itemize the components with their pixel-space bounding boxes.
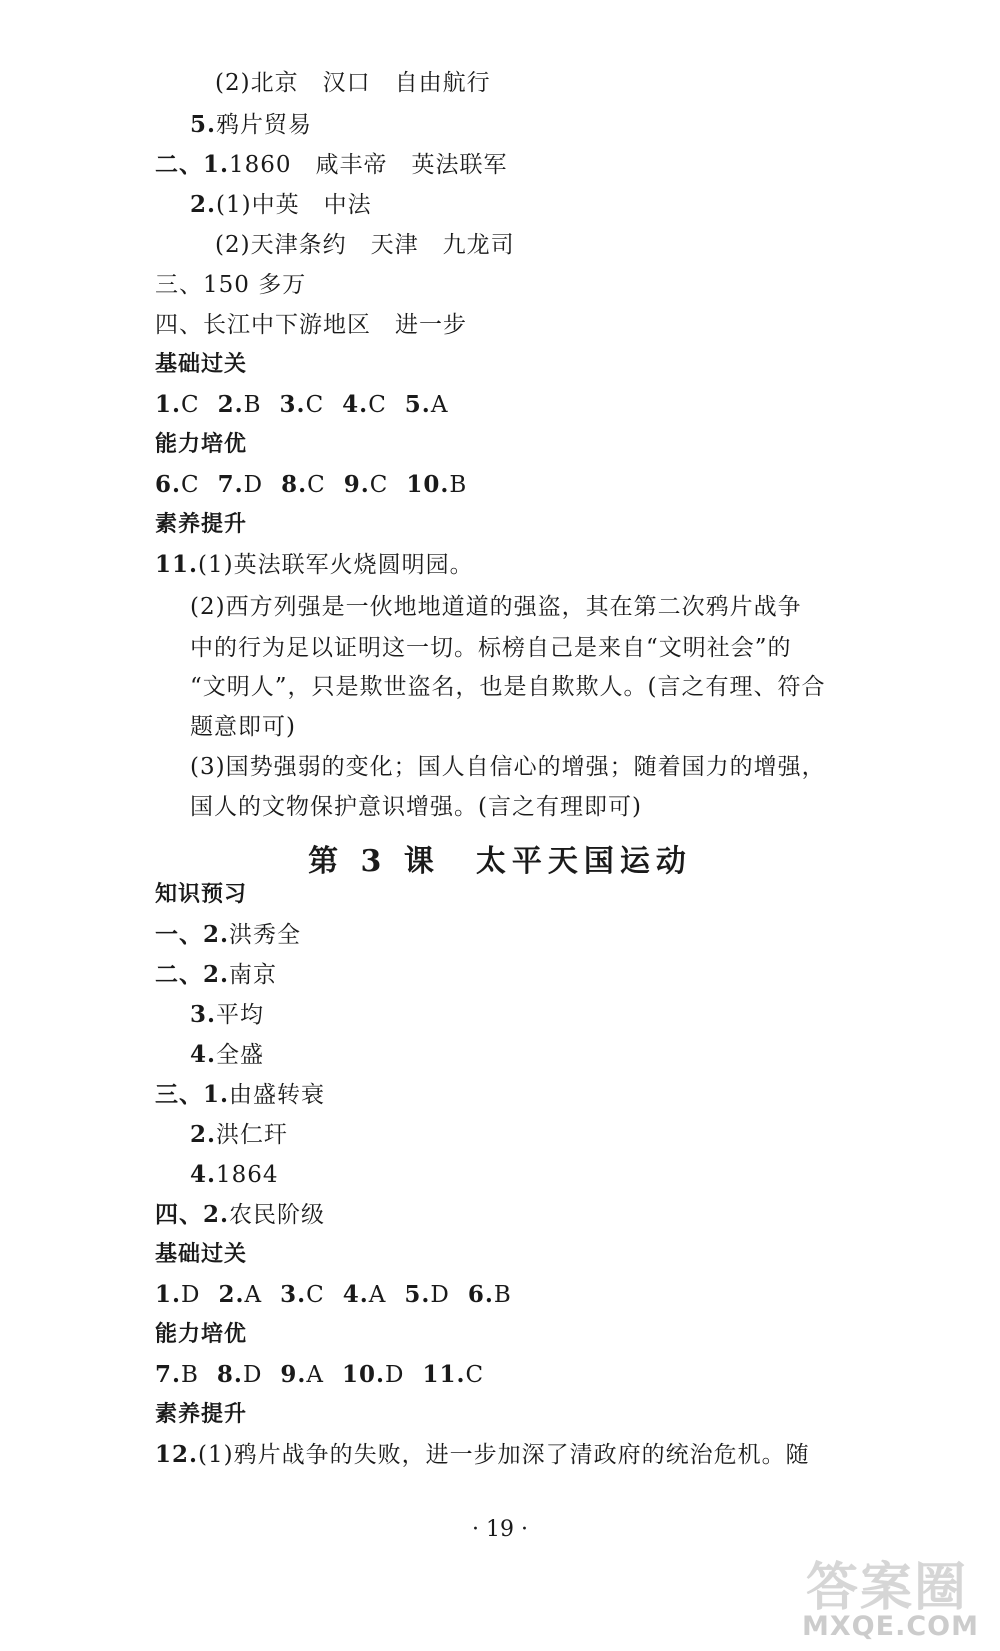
- choice-letter: D: [430, 1282, 450, 1308]
- question-number: 1.: [155, 391, 182, 418]
- item-text: 全盛: [216, 1042, 265, 1068]
- choice-letter: A: [368, 1282, 387, 1308]
- choice-letter: A: [244, 1282, 263, 1308]
- choice-answers: [155, 1360, 484, 1390]
- item-number: 12.: [155, 1441, 199, 1468]
- section-heading: 素养提升: [155, 1402, 248, 1427]
- item-number: 2.: [190, 191, 217, 218]
- question-number: 6.: [155, 471, 182, 498]
- answer-line: [190, 1160, 279, 1190]
- answer-line: [155, 1080, 325, 1110]
- choice-letter: C: [465, 1362, 485, 1388]
- choice-answer: [344, 472, 389, 498]
- choice-letter: D: [385, 1362, 405, 1388]
- answer-line: [155, 150, 508, 180]
- item-text: 洪秀全: [229, 922, 302, 948]
- question-number: 5.: [404, 1281, 431, 1308]
- question-number: 4.: [342, 391, 369, 418]
- question-number: 4.: [342, 1281, 369, 1308]
- answer-line: [155, 1200, 325, 1230]
- choice-answers: [155, 1280, 512, 1310]
- choice-answer: [406, 472, 467, 498]
- item-text: 洪仁玕: [216, 1122, 289, 1148]
- choice-answer: [342, 1362, 404, 1388]
- choice-answer: [423, 1362, 485, 1388]
- question-number: 2.: [217, 391, 244, 418]
- item-text: 平均: [216, 1002, 265, 1028]
- section-heading: 能力培优: [155, 432, 248, 457]
- item-text: 1864: [216, 1162, 279, 1188]
- choice-letter: D: [243, 472, 264, 498]
- choice-answer: [218, 1282, 262, 1308]
- item-number: 2.: [190, 1121, 217, 1148]
- choice-answer: [155, 472, 200, 498]
- choice-letter: D: [181, 1282, 201, 1308]
- choice-answer: [155, 1282, 200, 1308]
- item-text: 鸦片贸易: [216, 112, 313, 138]
- choice-answer: [280, 1282, 325, 1308]
- answer-line: (2)天津条约 天津 九龙司: [215, 232, 515, 258]
- choice-answer: [405, 392, 449, 418]
- item-number: 4.: [190, 1161, 217, 1188]
- watermark-title: 答案圈: [806, 1558, 969, 1618]
- choice-answers: [155, 390, 448, 420]
- item-number: 5.: [190, 111, 217, 138]
- question-number: 7.: [217, 471, 244, 498]
- question-number: 7.: [155, 1361, 182, 1388]
- item-number: 二、2.: [155, 961, 230, 988]
- watermark-logo: [798, 1545, 998, 1649]
- page-number: · 19 ·: [472, 1517, 528, 1542]
- paragraph-line: (2)西方列强是一伙地地道道的强盗，其在第二次鸦片战争: [190, 594, 802, 620]
- answer-line: [155, 920, 301, 950]
- question-number: 10.: [342, 1361, 386, 1388]
- paragraph-line: “文明人”，只是欺世盗名，也是自欺欺人。(言之有理、符合: [190, 674, 826, 700]
- item-text: (1)鸦片战争的失败，进一步加深了清政府的统治危机。随: [198, 1442, 810, 1468]
- section-heading: 素养提升: [155, 512, 248, 537]
- question-number: 9.: [280, 1361, 307, 1388]
- answer-line: [190, 1120, 288, 1150]
- choice-letter: A: [306, 1362, 325, 1388]
- choice-answer: [155, 392, 200, 418]
- item-text: 1860 咸丰帝 英法联军: [229, 152, 508, 178]
- choice-answer: [343, 1282, 387, 1308]
- choice-answer: [155, 1362, 199, 1388]
- choice-letter: B: [493, 1282, 512, 1308]
- paragraph-line: 国人的文物保护意识增强。(言之有理即可): [190, 794, 642, 820]
- section-heading: 知识预习: [155, 882, 248, 907]
- item-number: 4.: [190, 1041, 217, 1068]
- answer-line: [190, 1000, 264, 1030]
- item-text: 农民阶级: [229, 1202, 326, 1228]
- answer-line: 三、150 多万: [155, 272, 307, 298]
- question-number: 5.: [404, 391, 431, 418]
- answer-line: [155, 550, 474, 580]
- choice-answer: [342, 392, 387, 418]
- item-number: 3.: [190, 1001, 217, 1028]
- item-number: 11.: [155, 551, 199, 578]
- choice-answer: [218, 472, 263, 498]
- choice-letter: B: [181, 1362, 199, 1388]
- question-number: 2.: [218, 1281, 245, 1308]
- section-heading: 基础过关: [155, 1242, 248, 1267]
- choice-letter: C: [307, 472, 326, 498]
- item-number: 二、1.: [155, 151, 230, 178]
- question-number: 6.: [467, 1281, 494, 1308]
- choice-answer: [218, 392, 262, 418]
- paragraph-line: 题意即可): [190, 714, 296, 740]
- choice-letter: B: [449, 472, 468, 498]
- choice-answers: [155, 470, 467, 500]
- paragraph-line: (3)国势强弱的变化；国人自信心的增强；随着国力的增强，: [190, 754, 826, 780]
- choice-answer: [280, 1362, 324, 1388]
- question-number: 9.: [343, 471, 370, 498]
- section-heading: 基础过关: [155, 352, 248, 377]
- choice-answer: [468, 1282, 512, 1308]
- choice-answer: [404, 1282, 449, 1308]
- question-number: 1.: [155, 1281, 182, 1308]
- item-text: (1)英法联军火烧圆明园。: [198, 552, 474, 578]
- paragraph-line: 中的行为足以证明这一切。标榜自己是来自“文明社会”的: [190, 635, 792, 661]
- item-number: 三、1.: [155, 1081, 230, 1108]
- answer-line: [190, 110, 312, 140]
- question-number: 3.: [280, 1281, 307, 1308]
- choice-answer: [281, 472, 326, 498]
- choice-letter: C: [305, 392, 325, 418]
- choice-letter: C: [306, 1282, 325, 1308]
- question-number: 8.: [281, 471, 308, 498]
- question-number: 3.: [279, 391, 306, 418]
- item-number: 四、2.: [155, 1201, 230, 1228]
- choice-answer: [217, 1362, 262, 1388]
- choice-letter: D: [242, 1362, 263, 1388]
- answer-line: 四、长江中下游地区 进一步: [155, 312, 467, 338]
- answer-line: [155, 960, 277, 990]
- item-text: 由盛转衰: [229, 1082, 326, 1108]
- choice-letter: C: [181, 472, 200, 498]
- item-text: (1)中英 中法: [216, 192, 372, 218]
- choice-letter: B: [243, 392, 262, 418]
- question-number: 10.: [406, 471, 450, 498]
- choice-letter: A: [430, 392, 449, 418]
- item-number: 一、2.: [155, 921, 230, 948]
- choice-answer: [280, 392, 325, 418]
- answer-line: [190, 1040, 264, 1070]
- question-number: 11.: [422, 1361, 466, 1388]
- answer-line: [155, 1440, 810, 1470]
- choice-letter: C: [368, 392, 387, 418]
- answer-line: [190, 190, 372, 220]
- section-heading: 能力培优: [155, 1322, 248, 1347]
- item-text: 南京: [229, 962, 278, 988]
- lesson-title: 第 3 课 太平天国运动: [308, 844, 692, 879]
- watermark-url: MXQE.COM: [802, 1611, 979, 1642]
- choice-letter: C: [369, 472, 389, 498]
- question-number: 8.: [216, 1361, 243, 1388]
- answer-line: (2)北京 汉口 自由航行: [215, 70, 491, 96]
- choice-letter: C: [181, 392, 200, 418]
